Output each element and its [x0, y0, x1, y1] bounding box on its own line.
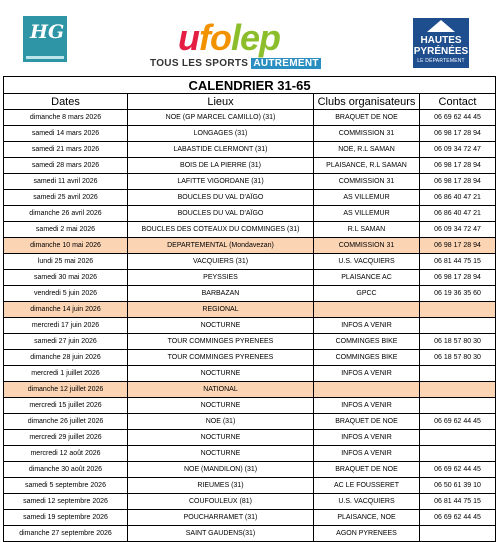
club-cell: AGON PYRENEES: [314, 526, 420, 542]
lieu-cell: PEYSSIES: [128, 270, 314, 286]
club-cell: PLAISANCE, R.L SAMAN: [314, 158, 420, 174]
date-cell: samedi 21 mars 2026: [4, 142, 128, 158]
table-row: [4, 414, 496, 430]
contact-cell: [420, 302, 496, 318]
date-cell: mercredi 29 juillet 2026: [4, 430, 128, 446]
date-cell: dimanche 14 juin 2026: [4, 302, 128, 318]
date-cell: dimanche 30 août 2026: [4, 462, 128, 478]
table-row: [4, 430, 496, 446]
date-cell: samedi 11 avril 2026: [4, 174, 128, 190]
table-row: [4, 462, 496, 478]
ufolep-letters-1: u: [178, 17, 199, 58]
ufolep-tagline-text: TOUS LES SPORTS: [150, 58, 249, 69]
lieu-cell: BARBAZAN: [128, 286, 314, 302]
club-cell: INFOS A VENIR: [314, 430, 420, 446]
lieu-cell: REGIONAL: [128, 302, 314, 318]
club-cell: U.S. VACQUIERS: [314, 254, 420, 270]
club-cell: GPCC: [314, 286, 420, 302]
lieu-cell: BOUCLES DU VAL D'AÏGO: [128, 190, 314, 206]
title-row: [4, 77, 496, 94]
club-cell: NOE, R.L SAMAN: [314, 142, 420, 158]
contact-cell: 06 50 61 39 10: [420, 478, 496, 494]
club-cell: AS VILLEMUR: [314, 190, 420, 206]
club-cell: AC LE FOUSSERET: [314, 478, 420, 494]
club-cell: INFOS A VENIR: [314, 318, 420, 334]
table-row: [4, 126, 496, 142]
lieu-cell: BOUCLES DU VAL D'AÏGO: [128, 206, 314, 222]
table-row: [4, 382, 496, 398]
table-row: [4, 158, 496, 174]
header-row: [4, 94, 496, 110]
ufolep-logo: [150, 18, 350, 72]
ufolep-wordmark: [178, 17, 280, 58]
table-row: [4, 174, 496, 190]
contact-cell: 06 86 40 47 21: [420, 190, 496, 206]
club-cell: BRAQUET DE NOE: [314, 414, 420, 430]
date-cell: lundi 25 mai 2026: [4, 254, 128, 270]
club-cell: BRAQUET DE NOE: [314, 110, 420, 126]
contact-cell: [420, 398, 496, 414]
date-cell: mercredi 17 juin 2026: [4, 318, 128, 334]
hautes-pyrenees-line3: LE DÉPARTEMENT: [417, 58, 465, 64]
hautes-pyrenees-line2: PYRÉNÉES: [413, 46, 469, 57]
contact-cell: 06 18 57 80 30: [420, 334, 496, 350]
lieu-cell: SAINT GAUDENS(31): [128, 526, 314, 542]
lieu-cell: NOCTURNE: [128, 430, 314, 446]
date-cell: samedi 14 mars 2026: [4, 126, 128, 142]
table-row: [4, 446, 496, 462]
date-cell: samedi 25 avril 2026: [4, 190, 128, 206]
table-row: [4, 302, 496, 318]
contact-cell: 06 98 17 28 94: [420, 174, 496, 190]
table-row: [4, 334, 496, 350]
table-row: [4, 222, 496, 238]
hautes-pyrenees-line1: HAUTES: [420, 35, 462, 46]
column-header-lieux: Lieux: [128, 94, 314, 110]
contact-cell: [420, 430, 496, 446]
date-cell: mercredi 1 juillet 2026: [4, 366, 128, 382]
calendar-rows: [4, 110, 496, 542]
contact-cell: 06 98 17 28 94: [420, 238, 496, 254]
club-cell: COMMISSION 31: [314, 238, 420, 254]
date-cell: vendredi 5 juin 2026: [4, 286, 128, 302]
club-cell: AS VILLEMUR: [314, 206, 420, 222]
contact-cell: 06 18 57 80 30: [420, 350, 496, 366]
lieu-cell: DEPARTEMENTAL (Mondavezan): [128, 238, 314, 254]
haute-garonne-logo: [23, 16, 67, 62]
contact-cell: [420, 318, 496, 334]
contact-cell: [420, 366, 496, 382]
table-row: [4, 350, 496, 366]
date-cell: samedi 12 septembre 2026: [4, 494, 128, 510]
lieu-cell: LAFITTE VIGORDANE (31): [128, 174, 314, 190]
contact-cell: 06 81 44 75 15: [420, 494, 496, 510]
club-cell: INFOS A VENIR: [314, 398, 420, 414]
contact-cell: 06 98 17 28 94: [420, 126, 496, 142]
haute-garonne-logo-bar: [26, 56, 64, 59]
club-cell: U.S. VACQUIERS: [314, 494, 420, 510]
date-cell: samedi 27 juin 2026: [4, 334, 128, 350]
table-row: [4, 366, 496, 382]
contact-cell: 06 69 62 44 45: [420, 110, 496, 126]
column-header-contact: Contact: [420, 94, 496, 110]
calendar-table: [3, 76, 496, 542]
club-cell: INFOS A VENIR: [314, 446, 420, 462]
table-row: [4, 318, 496, 334]
lieu-cell: LABASTIDE CLERMONT (31): [128, 142, 314, 158]
contact-cell: 06 86 40 47 21: [420, 206, 496, 222]
mountain-icon: [427, 20, 455, 32]
club-cell: R.L SAMAN: [314, 222, 420, 238]
lieu-cell: NOE (MANDILON) (31): [128, 462, 314, 478]
contact-cell: 06 98 17 28 94: [420, 270, 496, 286]
haute-garonne-logo-text: HG: [30, 21, 65, 43]
header: [0, 0, 498, 74]
lieu-cell: LONGAGES (31): [128, 126, 314, 142]
lieu-cell: TOUR COMMINGES PYRENEES: [128, 350, 314, 366]
contact-cell: 06 69 62 44 45: [420, 414, 496, 430]
lieu-cell: BOIS DE LA PIERRE (31): [128, 158, 314, 174]
contact-cell: 06 69 62 44 45: [420, 462, 496, 478]
club-cell: COMMINGES BIKE: [314, 350, 420, 366]
club-cell: INFOS A VENIR: [314, 366, 420, 382]
club-cell: BRAQUET DE NOE: [314, 462, 420, 478]
table-row: [4, 286, 496, 302]
date-cell: dimanche 12 juillet 2026: [4, 382, 128, 398]
contact-cell: 06 09 34 72 47: [420, 142, 496, 158]
lieu-cell: BOUCLES DES COTEAUX DU COMMINGES (31): [128, 222, 314, 238]
date-cell: samedi 19 septembre 2026: [4, 510, 128, 526]
date-cell: dimanche 26 avril 2026: [4, 206, 128, 222]
hautes-pyrenees-logo: [413, 18, 469, 68]
club-cell: [314, 302, 420, 318]
lieu-cell: NOCTURNE: [128, 446, 314, 462]
date-cell: dimanche 26 juillet 2026: [4, 414, 128, 430]
date-cell: dimanche 10 mai 2026: [4, 238, 128, 254]
date-cell: samedi 2 mai 2026: [4, 222, 128, 238]
date-cell: dimanche 28 juin 2026: [4, 350, 128, 366]
contact-cell: [420, 526, 496, 542]
table-row: [4, 526, 496, 542]
lieu-cell: TOUR COMMINGES PYRENEES: [128, 334, 314, 350]
club-cell: COMMISSION 31: [314, 174, 420, 190]
lieu-cell: COUFOULEUX (81): [128, 494, 314, 510]
table-row: [4, 398, 496, 414]
ufolep-tagline: [150, 58, 321, 69]
date-cell: mercredi 15 juillet 2026: [4, 398, 128, 414]
calendar-title: CALENDRIER 31-65: [4, 77, 496, 94]
contact-cell: 06 81 44 75 15: [420, 254, 496, 270]
table-row: [4, 478, 496, 494]
table-row: [4, 110, 496, 126]
table-row: [4, 238, 496, 254]
club-cell: COMMINGES BIKE: [314, 334, 420, 350]
contact-cell: 06 69 62 44 45: [420, 510, 496, 526]
contact-cell: 06 19 36 35 60: [420, 286, 496, 302]
ufolep-letters-3: lep: [230, 17, 280, 58]
club-cell: PLAISANCE AC: [314, 270, 420, 286]
date-cell: mercredi 12 août 2026: [4, 446, 128, 462]
club-cell: COMMISSION 31: [314, 126, 420, 142]
lieu-cell: NOCTURNE: [128, 318, 314, 334]
lieu-cell: NOCTURNE: [128, 366, 314, 382]
club-cell: [314, 382, 420, 398]
contact-cell: [420, 382, 496, 398]
date-cell: samedi 28 mars 2026: [4, 158, 128, 174]
date-cell: dimanche 8 mars 2026: [4, 110, 128, 126]
table-row: [4, 206, 496, 222]
contact-cell: [420, 446, 496, 462]
lieu-cell: NATIONAL: [128, 382, 314, 398]
lieu-cell: POUCHARRAMET (31): [128, 510, 314, 526]
contact-cell: 06 98 17 28 94: [420, 158, 496, 174]
table-row: [4, 270, 496, 286]
lieu-cell: NOE (31): [128, 414, 314, 430]
date-cell: samedi 30 mai 2026: [4, 270, 128, 286]
table-row: [4, 254, 496, 270]
lieu-cell: NOCTURNE: [128, 398, 314, 414]
table-row: [4, 190, 496, 206]
contact-cell: 06 09 34 72 47: [420, 222, 496, 238]
date-cell: samedi 5 septembre 2026: [4, 478, 128, 494]
ufolep-tagline-highlight: AUTREMENT: [253, 58, 319, 69]
lieu-cell: NOE (GP MARCEL CAMILLO) (31): [128, 110, 314, 126]
ufolep-letters-2: fo: [199, 17, 231, 58]
lieu-cell: RIEUMES (31): [128, 478, 314, 494]
column-header-dates: Dates: [4, 94, 128, 110]
column-header-clubs: Clubs organisateurs: [314, 94, 420, 110]
table-row: [4, 142, 496, 158]
table-row: [4, 494, 496, 510]
club-cell: PLAISANCE, NOE: [314, 510, 420, 526]
lieu-cell: VACQUIERS (31): [128, 254, 314, 270]
table-row: [4, 510, 496, 526]
date-cell: dimanche 27 septembre 2026: [4, 526, 128, 542]
